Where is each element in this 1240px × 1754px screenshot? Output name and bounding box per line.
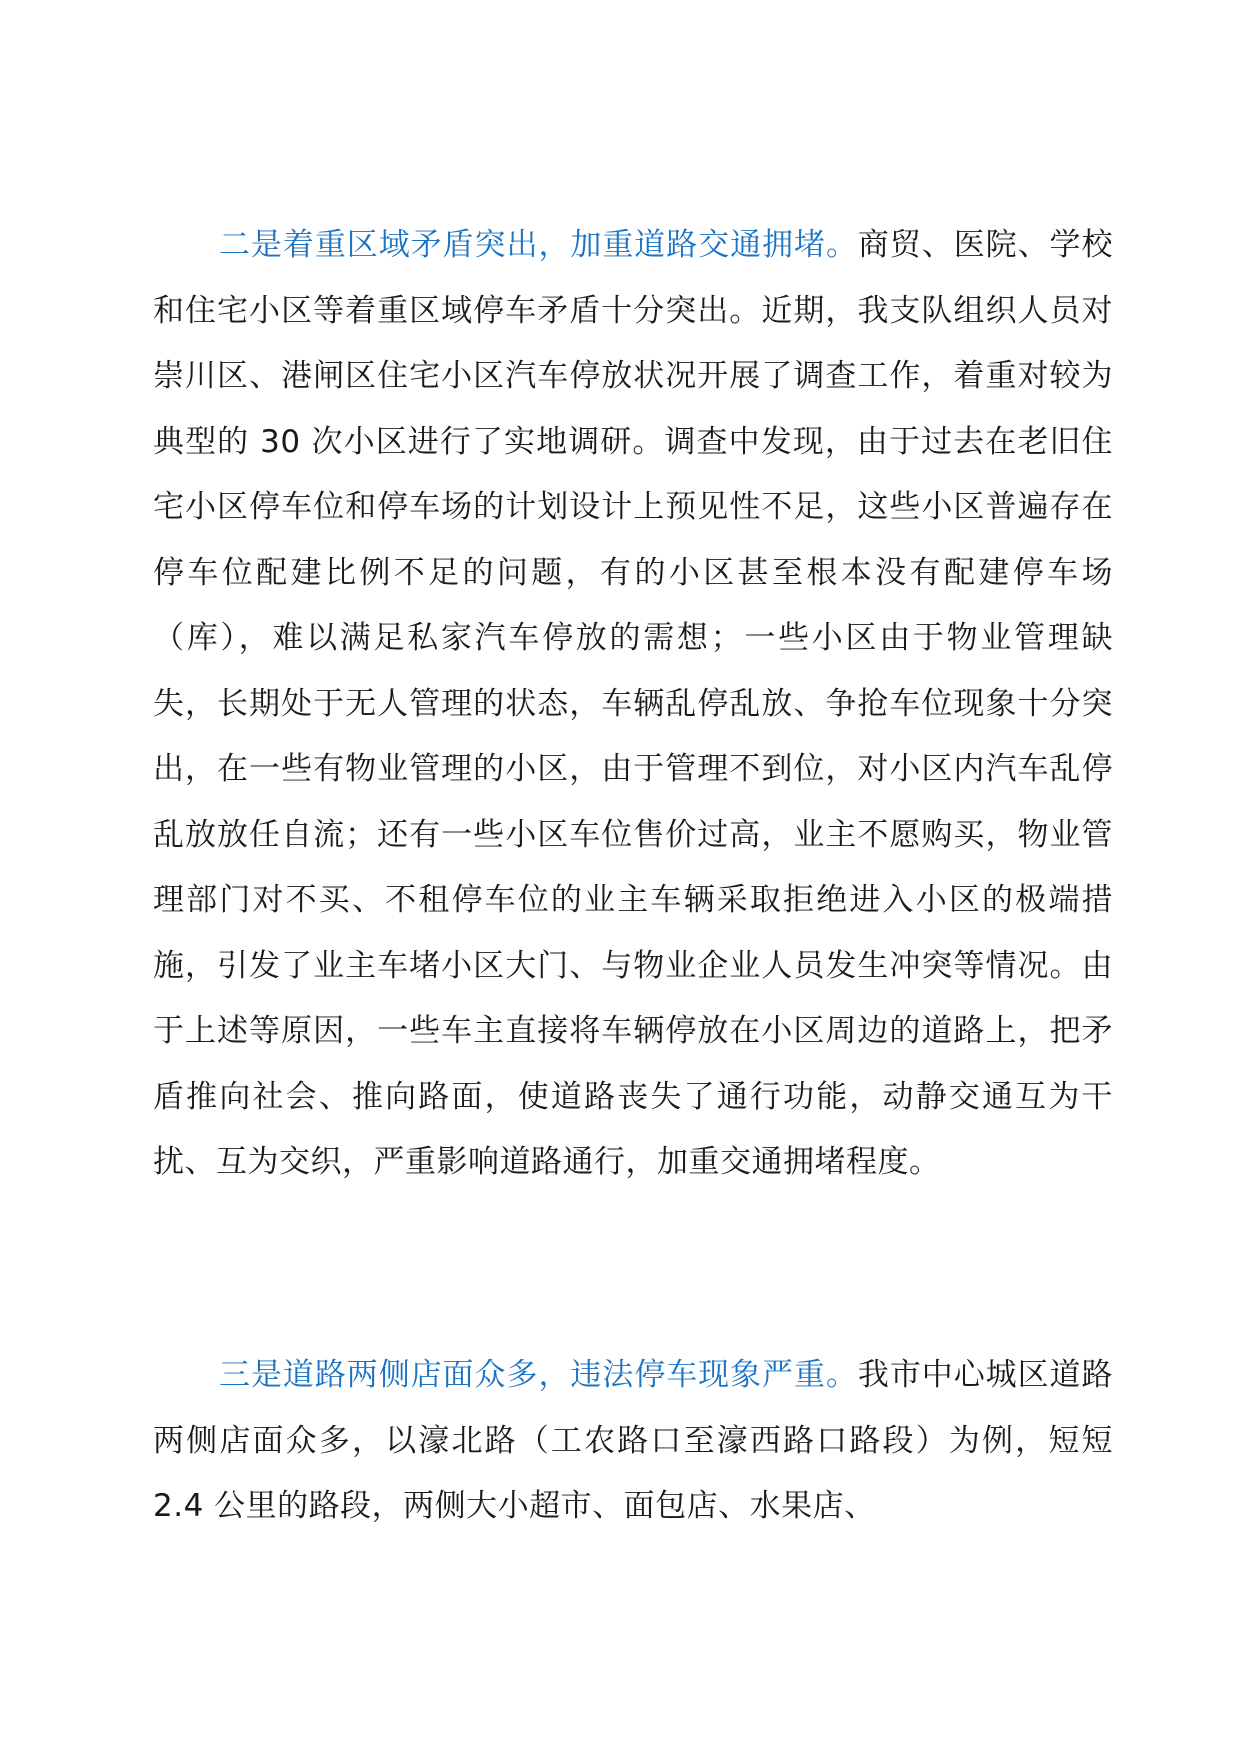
paragraph-two <box>153 213 1113 1196</box>
paragraph-three-heading: 三是道路两侧店面众多，违法停车现象严重。 <box>219 1357 858 1393</box>
paragraph-three <box>153 1343 1113 1540</box>
paragraph-two-heading: 二是着重区域矛盾突出，加重道路交通拥堵。 <box>219 227 858 263</box>
paragraph-three-body: 我市中心城区道路两侧店面众多，以濠北路（工农路口至濠西路口路段）为例，短短 2.4 公里的路段，两侧大小超市、面包店、水果店、 <box>153 1357 1114 1524</box>
paragraph-two-body: 商贸、医院、学校和住宅小区等着重区域停车矛盾十分突出。近期，我支队组织人员对崇川区、港闸区住宅小区汽车停放状况开展了调查工作，着重对较为典型的 30 次小区进行了实地调研。调查中发现，由于过去在老旧住宅小区停车位和停车场的计划设计上预见性不足，这些小区普遍存在停车位配建比例不足的问题，有的小区甚至根本没有配建停车场（库），难以满足私家汽车停放的需想；一些小区由于物业管理缺失，长期处于无人管理的状态，车辆乱停乱放、争抢车位现象十分突出，在一些有物业管理的小区，由于管理不到位，对小区内汽车乱停乱放放任自流；还有一些小区车位售价过高，业主不愿购买，物业管理部门对不买、不租停车位的业主车辆采取拒绝进入小区的极端措施，引发了业主车堵小区大门、与物业企业人员发生冲突等情况。由于上述等原因，一些车主直接将车辆停放在小区周边的道路上，把矛盾推向社会、推向路面，使道路丧失了通行功能，动静交通互为干扰、互为交织，严重影响道路通行，加重交通拥堵程度。 <box>153 227 1114 1180</box>
